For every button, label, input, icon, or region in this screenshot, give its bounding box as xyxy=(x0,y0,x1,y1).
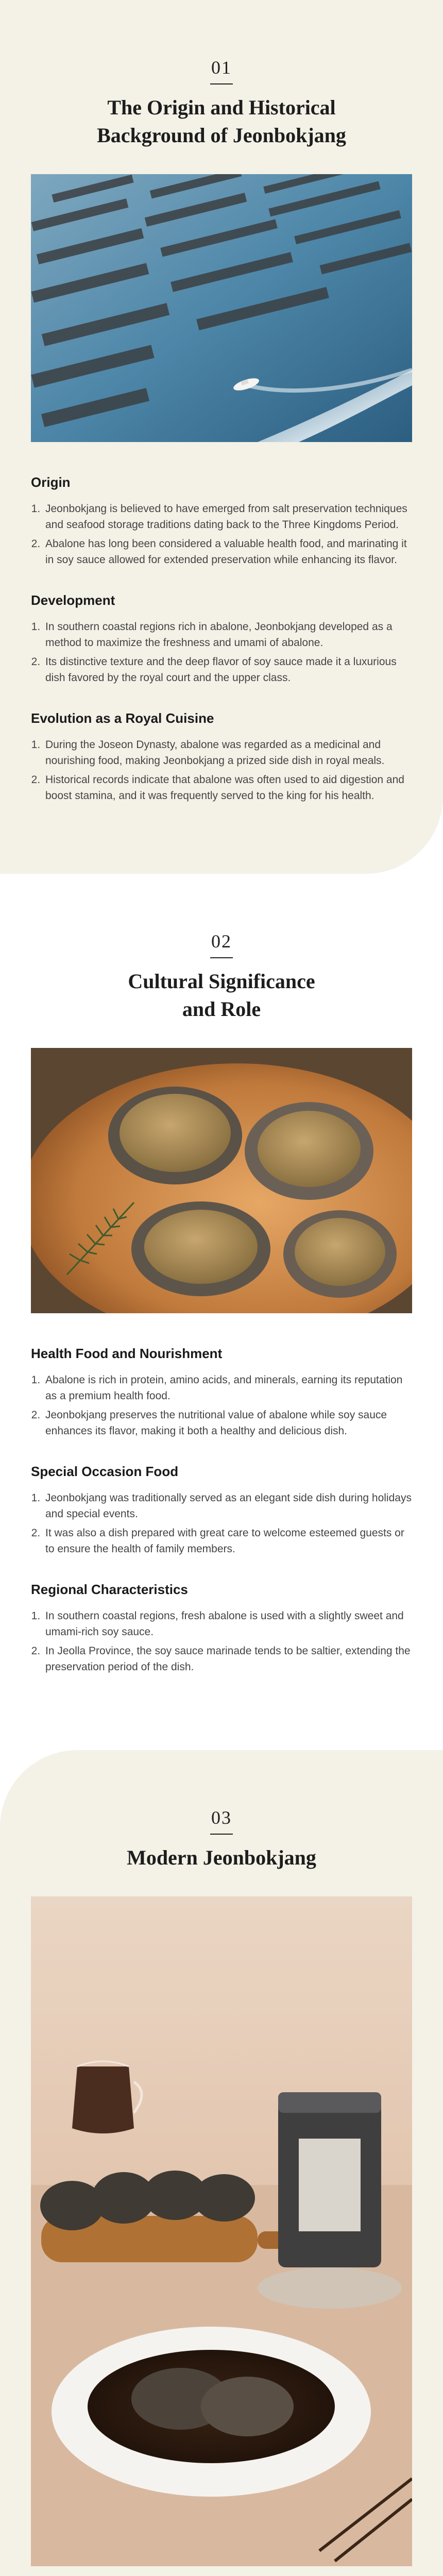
subheading-origin: Origin xyxy=(31,474,71,490)
abalone-icon xyxy=(283,1210,397,1298)
subheading-royal-cuisine: Evolution as a Royal Cuisine xyxy=(31,710,214,726)
origin-list xyxy=(31,501,412,568)
subheading-regional: Regional Characteristics xyxy=(31,1582,188,1597)
section-origin xyxy=(0,0,443,874)
special-occasion-list xyxy=(31,1490,412,1557)
section-content xyxy=(31,474,412,804)
abalone-icon xyxy=(108,1087,242,1184)
list-item: 1. In southern coastal regions rich in abalone, Jeonbokjang developed as a method to maximize the freshness and umami of abalone. xyxy=(43,619,412,651)
section-title: The Origin and Historical Background of Jeonbokjang xyxy=(97,96,346,147)
section-content xyxy=(31,1346,412,1675)
section-cultural-significance xyxy=(0,874,443,1750)
divider xyxy=(210,83,233,84)
subheading-health-food: Health Food and Nourishment xyxy=(31,1346,223,1361)
list-item: 2. In Jeolla Province, the soy sauce marinade tends to be saltier, extending the preservation period of the dish. xyxy=(43,1643,412,1675)
divider xyxy=(210,1834,233,1835)
list-item: 2. It was also a dish prepared with great care to welcome esteemed guests or to ensure the health of family members. xyxy=(43,1525,412,1557)
section-number: 01 xyxy=(211,57,232,78)
section-modern xyxy=(0,1750,443,2576)
list-item: 1. Abalone is rich in protein, amino acids, and minerals, earning its reputation as a premium health food. xyxy=(43,1372,412,1404)
list-item: 2. Abalone has long been considered a valuable health food, and marinating it in soy sauce allowed for extended preservation while enhancing its flavor. xyxy=(43,536,412,568)
abalone-plate-photo xyxy=(31,1048,412,1316)
list-item: 1. In southern coastal regions, fresh abalone is used with a slightly sweet and umami-rich soy sauce. xyxy=(43,1608,412,1640)
abalone-farm-aerial-photo xyxy=(31,174,412,445)
abalone-icon xyxy=(245,1102,373,1200)
list-item: 2. Its distinctive texture and the deep flavor of soy sauce made it a luxurious dish favored by the royal court and the upper class. xyxy=(43,654,412,686)
section-number: 02 xyxy=(211,931,232,952)
abalone-icon xyxy=(131,1201,270,1296)
development-list xyxy=(31,619,412,686)
list-item: 1. Jeonbokjang is believed to have emerged from salt preservation techniques and seafood storage traditions dating back to the Three Kingdoms Period. xyxy=(43,501,412,533)
list-item: 1. During the Joseon Dynasty, abalone was regarded as a medicinal and nourishing food, making Jeonbokjang a prized side dish in royal meals. xyxy=(43,737,412,769)
list-item: 2. Jeonbokjang preserves the nutritional value of abalone while soy sauce enhances its flavor, making it both a healthy and delicious dish. xyxy=(43,1407,412,1439)
section-number: 03 xyxy=(211,1807,232,1828)
jar-icon xyxy=(258,2092,402,2309)
divider xyxy=(210,957,233,958)
royal-cuisine-list xyxy=(31,737,412,804)
section-title: Cultural Significance and Role xyxy=(128,970,315,1021)
subheading-special-occasion: Special Occasion Food xyxy=(31,1464,179,1479)
modern-jeonbokjang-photo xyxy=(31,1896,412,2569)
health-food-list xyxy=(31,1372,412,1439)
bowl-icon xyxy=(52,2327,371,2497)
section-title: Modern Jeonbokjang xyxy=(127,1846,316,1869)
subheading-development: Development xyxy=(31,592,115,608)
list-item: 2. Historical records indicate that abalone was often used to aid digestion and boost stamina, and it was frequently served to the king for his health. xyxy=(43,772,412,804)
list-item: 1. Jeonbokjang was traditionally served as an elegant side dish during holidays and special events. xyxy=(43,1490,412,1522)
regional-list xyxy=(31,1608,412,1675)
